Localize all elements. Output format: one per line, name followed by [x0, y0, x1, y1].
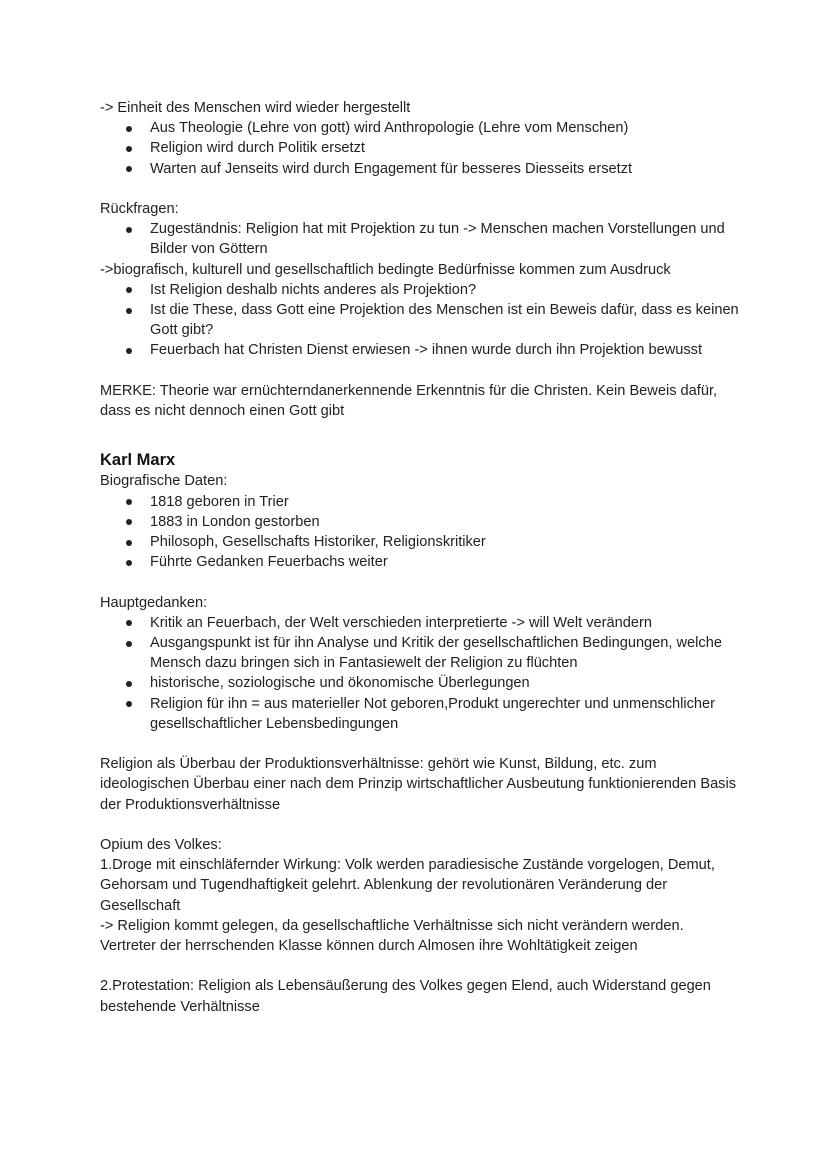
einheit-list — [100, 118, 740, 179]
opium-point-1: 1.Droge mit einschläfernder Wirkung: Volk werden paradiesische Zustände vorgelogen, Demut, Gehorsam und Tugendhaftigkeit gelehrt. Ablenkung der revolutionären Veränderung der Gesellschaft — [100, 857, 715, 914]
list-item: 1818 geboren in Trier — [150, 492, 740, 512]
list-item: Zugeständnis: Religion hat mit Projektion zu tun -> Menschen machen Vorstellungen und Bilder von Göttern — [150, 219, 740, 259]
haupt-list — [100, 613, 740, 734]
section-heading-karl-marx: Karl Marx — [100, 451, 176, 470]
haupt-label: Hauptgedanken: — [100, 594, 208, 611]
list-item: Kritik an Feuerbach, der Welt verschieden interpretierte -> will Welt verändern — [150, 613, 740, 633]
ueberbau-paragraph: Religion als Überbau der Produktionsverhältnisse: gehört wie Kunst, Bildung, etc. zum ideologischen Überbau einer nach dem Prinzip wirtschaftlicher Ausbeutung funktionierenden Basis der Produktionsverhältnisse — [100, 756, 737, 813]
rueckfragen-list-1 — [100, 219, 740, 259]
rueckfragen-list-2 — [100, 280, 740, 361]
list-item: historische, soziologische und ökonomische Überlegungen — [150, 673, 740, 693]
document-page — [100, 98, 740, 1017]
list-item: Führte Gedanken Feuerbachs weiter — [150, 552, 740, 572]
list-item: Ausgangspunkt ist für ihn Analyse und Kritik der gesellschaftlichen Bedingungen, welche Mensch dazu bringen sich in Fantasiewelt der Religion zu flüchten — [150, 633, 740, 673]
rueckfragen-label: Rückfragen: — [100, 201, 179, 217]
list-item: 1883 in London gestorben — [150, 512, 740, 532]
list-item: Philosoph, Gesellschafts Historiker, Religionskritiker — [150, 532, 740, 552]
einheit-line: -> Einheit des Menschen wird wieder hergestellt — [100, 100, 411, 116]
list-item: Aus Theologie (Lehre von gott) wird Anthropologie (Lehre vom Menschen) — [150, 118, 740, 138]
list-item: Warten auf Jenseits wird durch Engagement für besseres Diesseits ersetzt — [150, 159, 740, 179]
list-item: Ist Religion deshalb nichts anderes als Projektion? — [150, 280, 740, 300]
bio-label: Biografische Daten: — [100, 473, 228, 490]
merke-paragraph: MERKE: Theorie war ernüchterndanerkennende Erkenntnis für die Christen. Kein Beweis dafür, dass es nicht dennoch einen Gott gibt — [100, 382, 718, 420]
list-item: Ist die These, dass Gott eine Projektion des Menschen ist ein Beweis dafür, dass es keinen Gott gibt? — [150, 300, 740, 340]
list-item: Religion wird durch Politik ersetzt — [150, 138, 740, 158]
list-item: Feuerbach hat Christen Dienst erwiesen -> ihnen wurde durch ihn Projektion bewusst — [150, 340, 740, 360]
opium-arrow-line: -> Religion kommt gelegen, da gesellschaftliche Verhältnisse sich nicht verändern werden. Vertreter der herrschenden Klasse können durch Almosen ihre Wohltätigkeit zeigen — [100, 917, 684, 955]
beduerfnisse-line: ->biografisch, kulturell und gesellschaftlich bedingte Bedürfnisse kommen zum Ausdruck — [100, 261, 671, 278]
opium-point-2: 2.Protestation: Religion als Lebensäußerung des Volkes gegen Elend, auch Widerstand gegen bestehende Verhältnisse — [100, 978, 711, 1015]
bio-list — [100, 492, 740, 573]
list-item: Religion für ihn = aus materieller Not geboren,Produkt ungerechter und unmenschlicher gesellschaftlicher Lebensbedingungen — [150, 694, 740, 734]
opium-label: Opium des Volkes: — [100, 837, 222, 854]
